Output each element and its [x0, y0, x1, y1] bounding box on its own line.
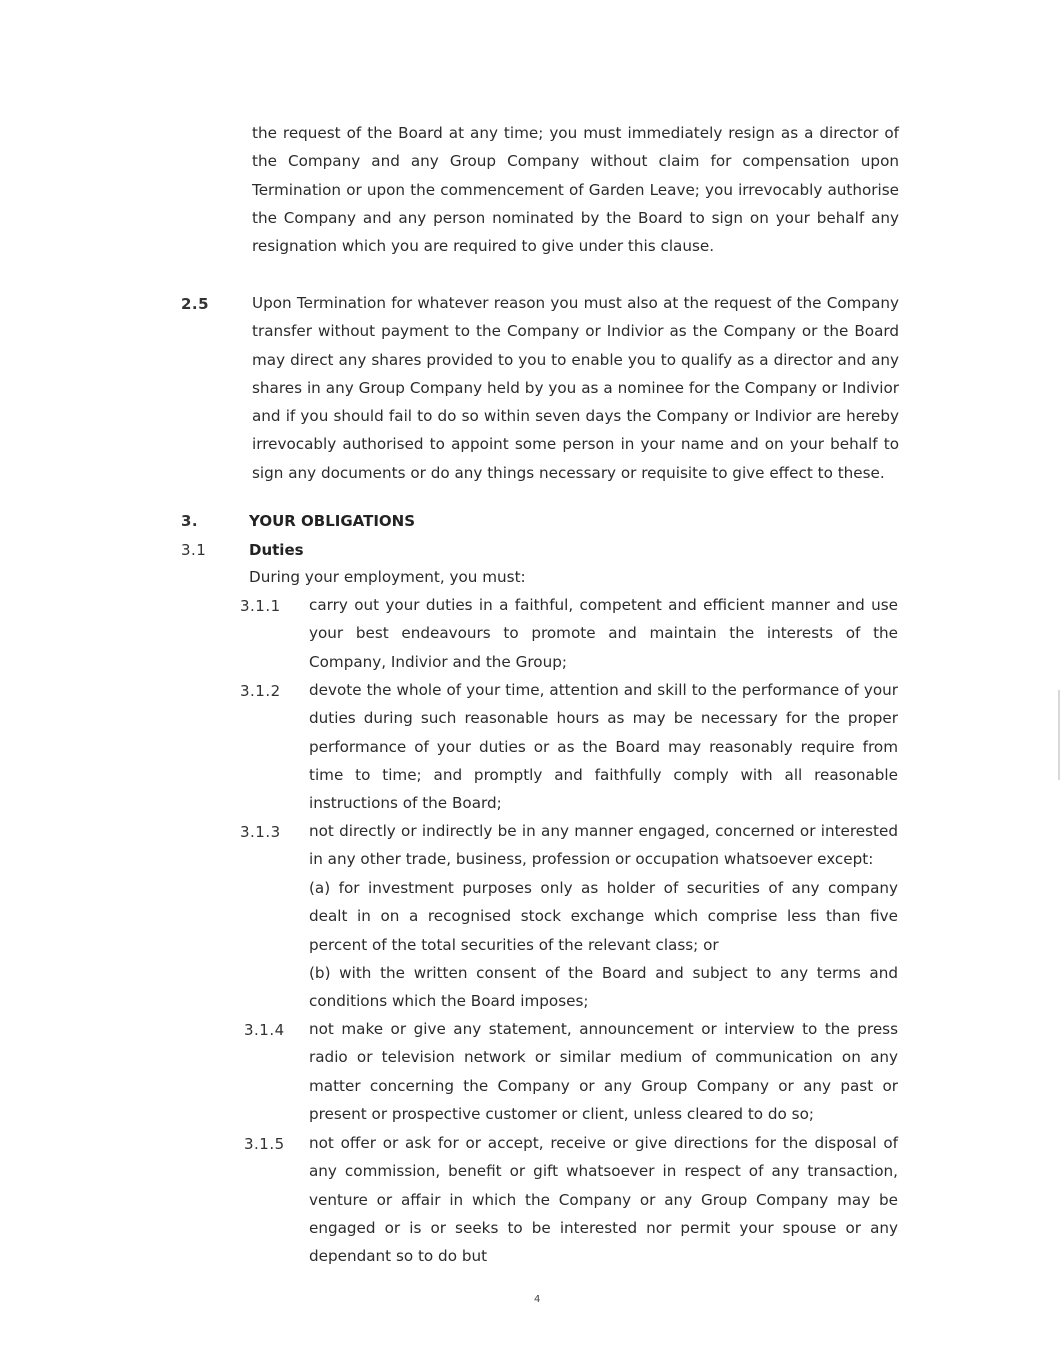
item-text-3-1-5: not offer or ask for or accept, receive or give directions for the disposal of any commission, benefit or gift whatsoever in respect of any transaction, venture or affair in which the Company or any Group Company may be engaged or is or seeks to be interested nor permit your spouse or any dependant so to do but [309, 1134, 898, 1266]
duties-intro: During your employment, you must: [249, 568, 526, 586]
page-number: 4 [534, 1294, 541, 1305]
continuation-paragraph: the request of the Board at any time; you must immediately resign as a director of the Company and any Group Company without claim for compensation upon Termination or upon the commencement of Garden Leave; you irrevocably authorise the Company and any person nominated by the Board to sign on your behalf any resignation which you are required to give under this clause. [252, 124, 899, 256]
item-number-3-1-2: 3.1.2 [240, 682, 281, 700]
clause-number-3-1: 3.1 [181, 541, 207, 559]
item-text-3-1-3: not directly or indirectly be in any manner engaged, concerned or interested in any other trade, business, profession or occupation whatsoever except: [309, 822, 898, 869]
item-text-3-1-4: not make or give any statement, announcement or interview to the press radio or television network or similar medium of communication on any matter concerning the Company or any Group Company or any past or present or prospective customer or client, unless cleared to do so; [309, 1020, 898, 1123]
item-text-3-1-2: devote the whole of your time, attention and skill to the performance of your duties during such reasonable hours as may be necessary for the proper performance of your duties or as the Board may reasonably require from time to time; and promptly and faithfully comply with all reasonable instructions of the Board; [309, 681, 898, 813]
section-title-obligations: YOUR OBLIGATIONS [249, 512, 416, 530]
section-number-3: 3. [181, 512, 199, 530]
item-number-3-1-5: 3.1.5 [244, 1135, 285, 1153]
item-number-3-1-3: 3.1.3 [240, 823, 281, 841]
item-3-1-3-sub-a: (a) for investment purposes only as holder of securities of any company dealt in on a recognised stock exchange which comprise less than five percent of the total securities of the relevant class; or [309, 879, 898, 954]
item-3-1-3-sub-b: (b) with the written consent of the Board and subject to any terms and conditions which the Board imposes; [309, 964, 898, 1011]
clause-title-duties: Duties [249, 541, 304, 559]
item-number-3-1-1: 3.1.1 [240, 597, 281, 615]
item-number-3-1-4: 3.1.4 [244, 1021, 285, 1039]
item-text-3-1-1: carry out your duties in a faithful, competent and efficient manner and use your best endeavours to promote and maintain the interests of the Company, Indivior and the Group; [309, 596, 898, 671]
clause-number-2-5: 2.5 [181, 295, 210, 313]
clause-2-5-text: Upon Termination for whatever reason you must also at the request of the Company transfer without payment to the Company or Indivior as the Company or the Board may direct any shares provided to you to enable you to qualify as a director and any shares in any Group Company held by you as a nominee for the Company or Indivior and if you should fail to do so within seven days the Company or Indivior are hereby irrevocably authorised to appoint some person in your name and on your behalf to sign any documents or do any things necessary or requisite to give effect to these. [252, 294, 899, 482]
